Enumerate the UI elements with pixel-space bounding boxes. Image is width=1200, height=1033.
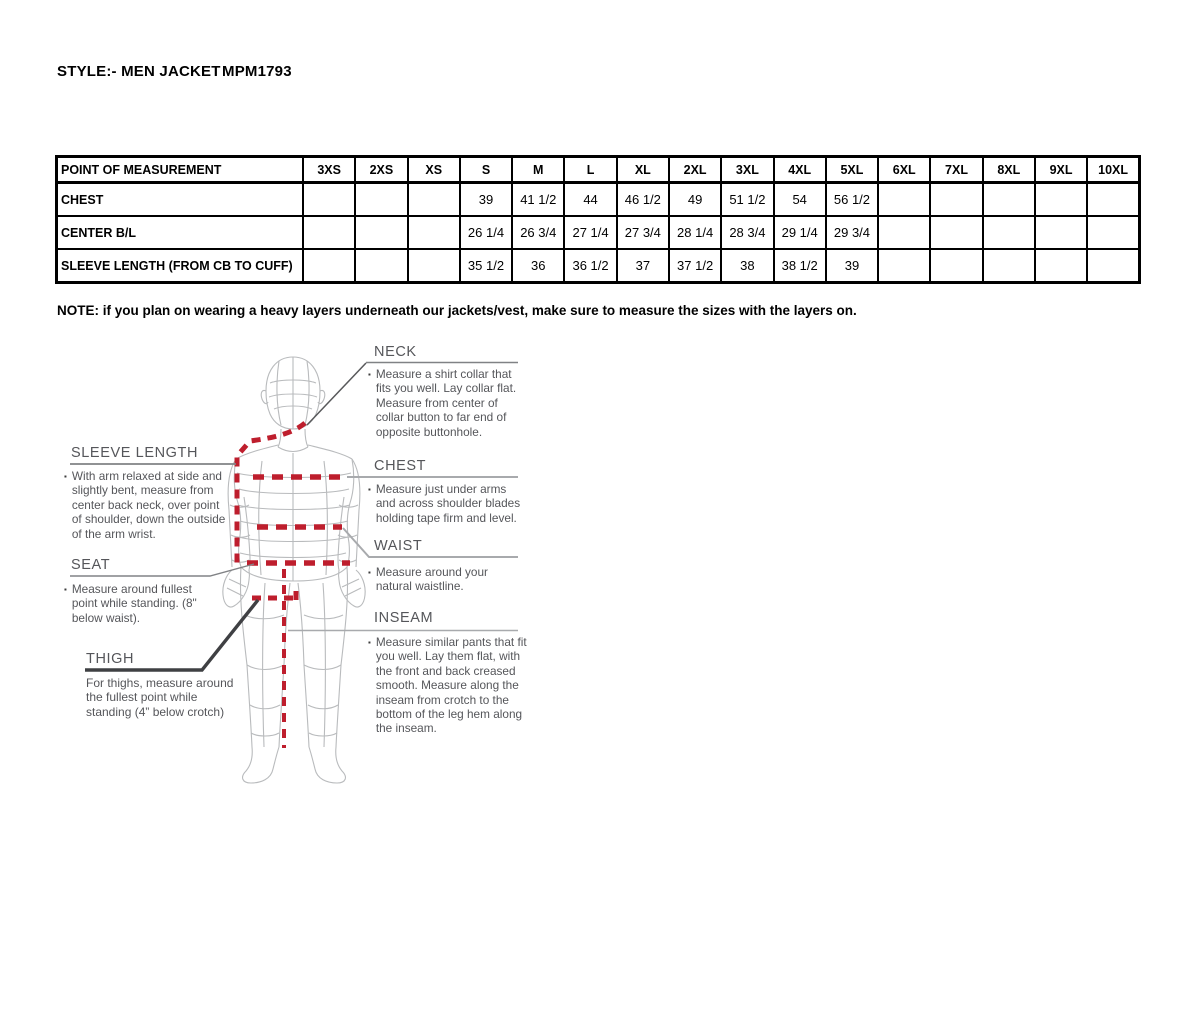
bullet-square-icon: ▪ bbox=[64, 585, 67, 594]
measurement-cell bbox=[878, 183, 930, 217]
bullet-square-icon: ▪ bbox=[368, 638, 371, 647]
col-header-size: 7XL bbox=[930, 157, 982, 183]
size-table-container bbox=[55, 155, 1141, 284]
measurement-cell bbox=[983, 249, 1035, 283]
seat-desc: ▪ Measure around fullest point while standing. (8" below waist). bbox=[64, 582, 197, 625]
size-table-header-row bbox=[57, 157, 1140, 183]
measurement-cell bbox=[355, 249, 407, 283]
measurement-cell bbox=[355, 216, 407, 249]
thigh-desc: For thighs, measure around the fullest point while standing (4” below crotch) bbox=[86, 676, 234, 719]
measurement-cell bbox=[408, 249, 460, 283]
col-header-size: 4XL bbox=[774, 157, 826, 183]
col-header-point-of-measurement: POINT OF MEASUREMENT bbox=[57, 157, 304, 183]
measurement-cell bbox=[408, 183, 460, 217]
sleeve-length-label: SLEEVE LENGTH bbox=[71, 445, 199, 461]
measurement-cell: 54 bbox=[774, 183, 826, 217]
measurement-cell: 46 1/2 bbox=[617, 183, 669, 217]
table-row bbox=[57, 183, 1140, 217]
measurement-cell bbox=[1035, 216, 1087, 249]
inseam-label: INSEAM bbox=[374, 610, 434, 626]
col-header-size: 5XL bbox=[826, 157, 878, 183]
measurement-cell: 56 1/2 bbox=[826, 183, 878, 217]
measurement-cell bbox=[408, 216, 460, 249]
chest-label: CHEST bbox=[374, 458, 427, 474]
col-header-size: 2XS bbox=[355, 157, 407, 183]
measurement-cell: 38 1/2 bbox=[774, 249, 826, 283]
neck-desc: ▪ Measure a shirt collar that fits you well. Lay collar flat. Measure from center of collar button to far end of opposite buttonhole. bbox=[368, 367, 517, 439]
chest-desc: ▪ Measure just under arms and across shoulder blades holding tape firm and level. bbox=[368, 482, 521, 525]
measurement-cell: 51 1/2 bbox=[721, 183, 773, 217]
note-text: NOTE: if you plan on wearing a heavy layers underneath our jackets/vest, make sure to measure the sizes with the layers on. bbox=[57, 303, 857, 318]
waist-desc: ▪ Measure around your natural waistline. bbox=[368, 565, 488, 594]
measurement-cell: 28 3/4 bbox=[721, 216, 773, 249]
sleeve-length-desc: ▪ With arm relaxed at side and slightly bent, measure from center back neck, over point of shoulder, down the outside of the arm wrist. bbox=[64, 469, 226, 541]
measurement-cell: 41 1/2 bbox=[512, 183, 564, 217]
waist-label: WAIST bbox=[374, 538, 423, 554]
measurement-cell bbox=[930, 216, 982, 249]
measurement-cell bbox=[1035, 249, 1087, 283]
measurement-cell bbox=[355, 183, 407, 217]
document-header bbox=[57, 63, 292, 80]
measurement-cell: 35 1/2 bbox=[460, 249, 512, 283]
inseam-desc: ▪ Measure similar pants that fit you well. Lay them flat, with the front and back creased smooth. Measure along the inseam from crotch to the bottom of the leg hem along the inseam. bbox=[368, 635, 527, 736]
col-header-size: S bbox=[460, 157, 512, 183]
measurement-cell: 39 bbox=[460, 183, 512, 217]
measurement-cell: 38 bbox=[721, 249, 773, 283]
waist-callout-line bbox=[343, 528, 518, 557]
measurement-cell: 29 3/4 bbox=[826, 216, 878, 249]
bullet-square-icon: ▪ bbox=[368, 568, 371, 577]
measurement-cell bbox=[1087, 183, 1139, 217]
col-header-size: 3XS bbox=[303, 157, 355, 183]
table-row bbox=[57, 249, 1140, 283]
bullet-square-icon: ▪ bbox=[368, 370, 371, 379]
measurement-cell bbox=[303, 183, 355, 217]
size-table bbox=[55, 155, 1141, 284]
measurement-cell: 27 1/4 bbox=[564, 216, 616, 249]
measurement-cell: 28 1/4 bbox=[669, 216, 721, 249]
row-label: CENTER B/L bbox=[57, 216, 304, 249]
bullet-square-icon: ▪ bbox=[368, 485, 371, 494]
measurement-cell: 37 1/2 bbox=[669, 249, 721, 283]
seat-label: SEAT bbox=[71, 557, 111, 573]
col-header-size: 2XL bbox=[669, 157, 721, 183]
measurement-diagram bbox=[0, 335, 545, 815]
measurement-cell: 39 bbox=[826, 249, 878, 283]
col-header-size: XL bbox=[617, 157, 669, 183]
measurement-cell: 37 bbox=[617, 249, 669, 283]
measurement-cell: 36 bbox=[512, 249, 564, 283]
row-label: SLEEVE LENGTH (FROM CB TO CUFF) bbox=[57, 249, 304, 283]
measurement-cell bbox=[983, 183, 1035, 217]
measurement-cell: 26 1/4 bbox=[460, 216, 512, 249]
measurement-cell bbox=[1087, 216, 1139, 249]
col-header-size: 9XL bbox=[1035, 157, 1087, 183]
col-header-size: 10XL bbox=[1087, 157, 1139, 183]
measurement-cell: 27 3/4 bbox=[617, 216, 669, 249]
style-label: STYLE:- MEN JACKET bbox=[57, 63, 221, 80]
measurement-cell bbox=[303, 249, 355, 283]
col-header-size: 3XL bbox=[721, 157, 773, 183]
measurement-cell bbox=[303, 216, 355, 249]
col-header-size: XS bbox=[408, 157, 460, 183]
body-figure bbox=[223, 357, 365, 783]
measurement-cell bbox=[878, 216, 930, 249]
table-row bbox=[57, 216, 1140, 249]
thigh-label: THIGH bbox=[86, 651, 135, 667]
measurement-cell: 26 3/4 bbox=[512, 216, 564, 249]
measurement-cell: 36 1/2 bbox=[564, 249, 616, 283]
style-code: MPM1793 bbox=[222, 63, 292, 80]
measurement-cell bbox=[930, 183, 982, 217]
col-header-size: 8XL bbox=[983, 157, 1035, 183]
sleeve-length-line bbox=[237, 423, 305, 567]
measurement-cell: 49 bbox=[669, 183, 721, 217]
measurement-cell bbox=[930, 249, 982, 283]
col-header-size: 6XL bbox=[878, 157, 930, 183]
measurement-cell bbox=[1087, 249, 1139, 283]
measurement-cell bbox=[983, 216, 1035, 249]
measurement-cell bbox=[1035, 183, 1087, 217]
measurement-cell: 44 bbox=[564, 183, 616, 217]
neck-label: NECK bbox=[374, 344, 417, 360]
col-header-size: M bbox=[512, 157, 564, 183]
bullet-square-icon: ▪ bbox=[64, 472, 67, 481]
col-header-size: L bbox=[564, 157, 616, 183]
row-label: CHEST bbox=[57, 183, 304, 217]
measurement-cell: 29 1/4 bbox=[774, 216, 826, 249]
measurement-cell bbox=[878, 249, 930, 283]
